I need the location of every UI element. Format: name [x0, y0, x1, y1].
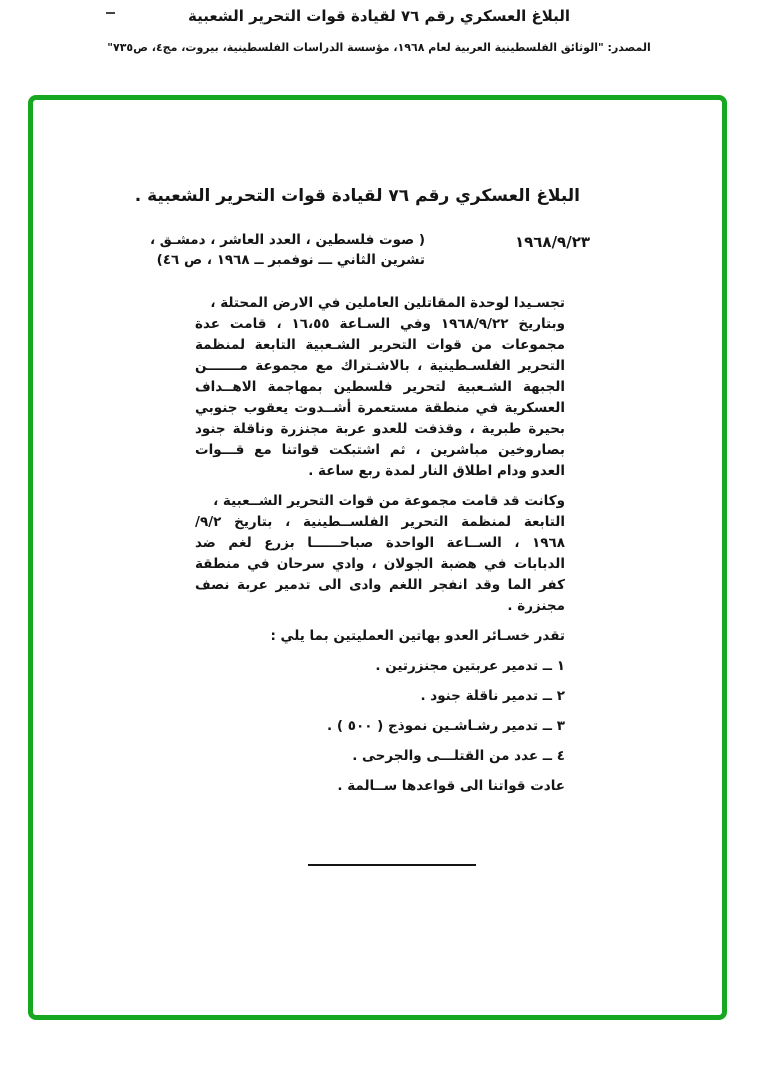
citation-line-1: ( صوت فلسطين ، العدد العاشر ، دمشـق ، — [149, 232, 425, 248]
para2-line4: الدبابات في هضبة الجولان ، وادي سرحان في منطقة — [195, 556, 565, 572]
para1-line7: بحيرة طبرية ، وقذفت للعدو عربة مجنزرة وناقلة جنود — [195, 421, 565, 437]
publication-citation — [63, 230, 425, 270]
para2-line3: ١٩٦٨ ، الســاعة الواحدة صباحــــــا بزرع لغم ضد — [195, 535, 565, 551]
document-frame — [28, 95, 727, 1020]
para1-line2: وبتاريخ ٢٢‏/‏٩‏/‏١٩٦٨ وفي السـاعة ‪١٦،٥٥‬ ، قامت عدة — [195, 316, 565, 332]
closing-line: عادت قواتنا الى قواعدها ســالمة . — [337, 778, 565, 794]
para2-line1: وكانت قد قامت مجموعة من قوات التحرير الشــعبية ، — [213, 493, 565, 509]
para1-line9: العدو ودام اطلاق النار لمدة ربع ساعة . — [308, 463, 565, 479]
communique-title: البلاغ العسكري رقم ٧٦ لقيادة قوات التحرير الشعبية . — [134, 186, 580, 206]
divider-rule — [308, 864, 476, 866]
citation-line-2: تشرين الثاني ـــ نوفمبر ــ ١٩٦٨ ، ص ٤٦) — [156, 252, 425, 268]
loss-item-3: ٣ ــ تدمير رشـاشـين نموذج ( ٥٠٠ ) . — [327, 718, 565, 734]
loss-item-1: ١ ــ تدمير عربتين مجنزرتين . — [375, 658, 565, 674]
para1-line5: الجبهة الشـعبية لتحرير فلسطين بمهاجمة الاهــداف — [195, 379, 565, 395]
communique-date: ٢٣‏/‏٩‏/‏١٩٦٨ — [514, 233, 590, 251]
losses-intro: تقدر خسـائر العدو بهاتين العمليتين بما يلي : — [270, 628, 565, 644]
para2-line6: مجنزرة . — [507, 598, 565, 614]
loss-item-2: ٢ ــ تدمير ناقلة جنود . — [420, 688, 565, 704]
document-body — [195, 293, 565, 797]
para1-line1: تجسـيدا لوحدة المقاتلين العاملين في الارض المحتلة ، — [210, 295, 565, 311]
source-line: المصدر: "الوثائق الفلسطينية العربية لعام ١٩٦٨، مؤسسة الدراسات الفلسطينية، بيروت، مج٤، ص٧٣٥" — [107, 41, 651, 54]
paragraph-1 — [195, 293, 565, 482]
para1-line6: العسكرية في منطقة مستعمرة أشــدوت يعقوب جنوبي — [195, 400, 565, 416]
para1-line8: بصاروخين مباشرين ، ثم اشتبكت قواتنا مع قـــوات — [195, 442, 565, 458]
loss-item-4: ٤ ــ عدد من القتلـــى والجرحى . — [352, 748, 565, 764]
para1-line4: التحرير الفلسـطينية ، بالاشـتراك مع مجموعة مـــــــن — [195, 358, 565, 374]
paragraph-2 — [195, 491, 565, 617]
para1-line3: مجموعات من قوات التحرير الشـعبية التابعة لمنظمة — [195, 337, 565, 353]
para2-line2: التابعة لمنظمة التحرير الفلســطينية ، بتاريخ ٢‏/‏٩‏/ — [195, 514, 565, 530]
page-title: البلاغ العسكري رقم ٧٦ لقيادة قوات التحرير الشعبية — [188, 7, 570, 25]
para2-line5: كفر الما وقد انفجر اللغم وادى الى تدمير عربة نصف — [195, 577, 565, 593]
